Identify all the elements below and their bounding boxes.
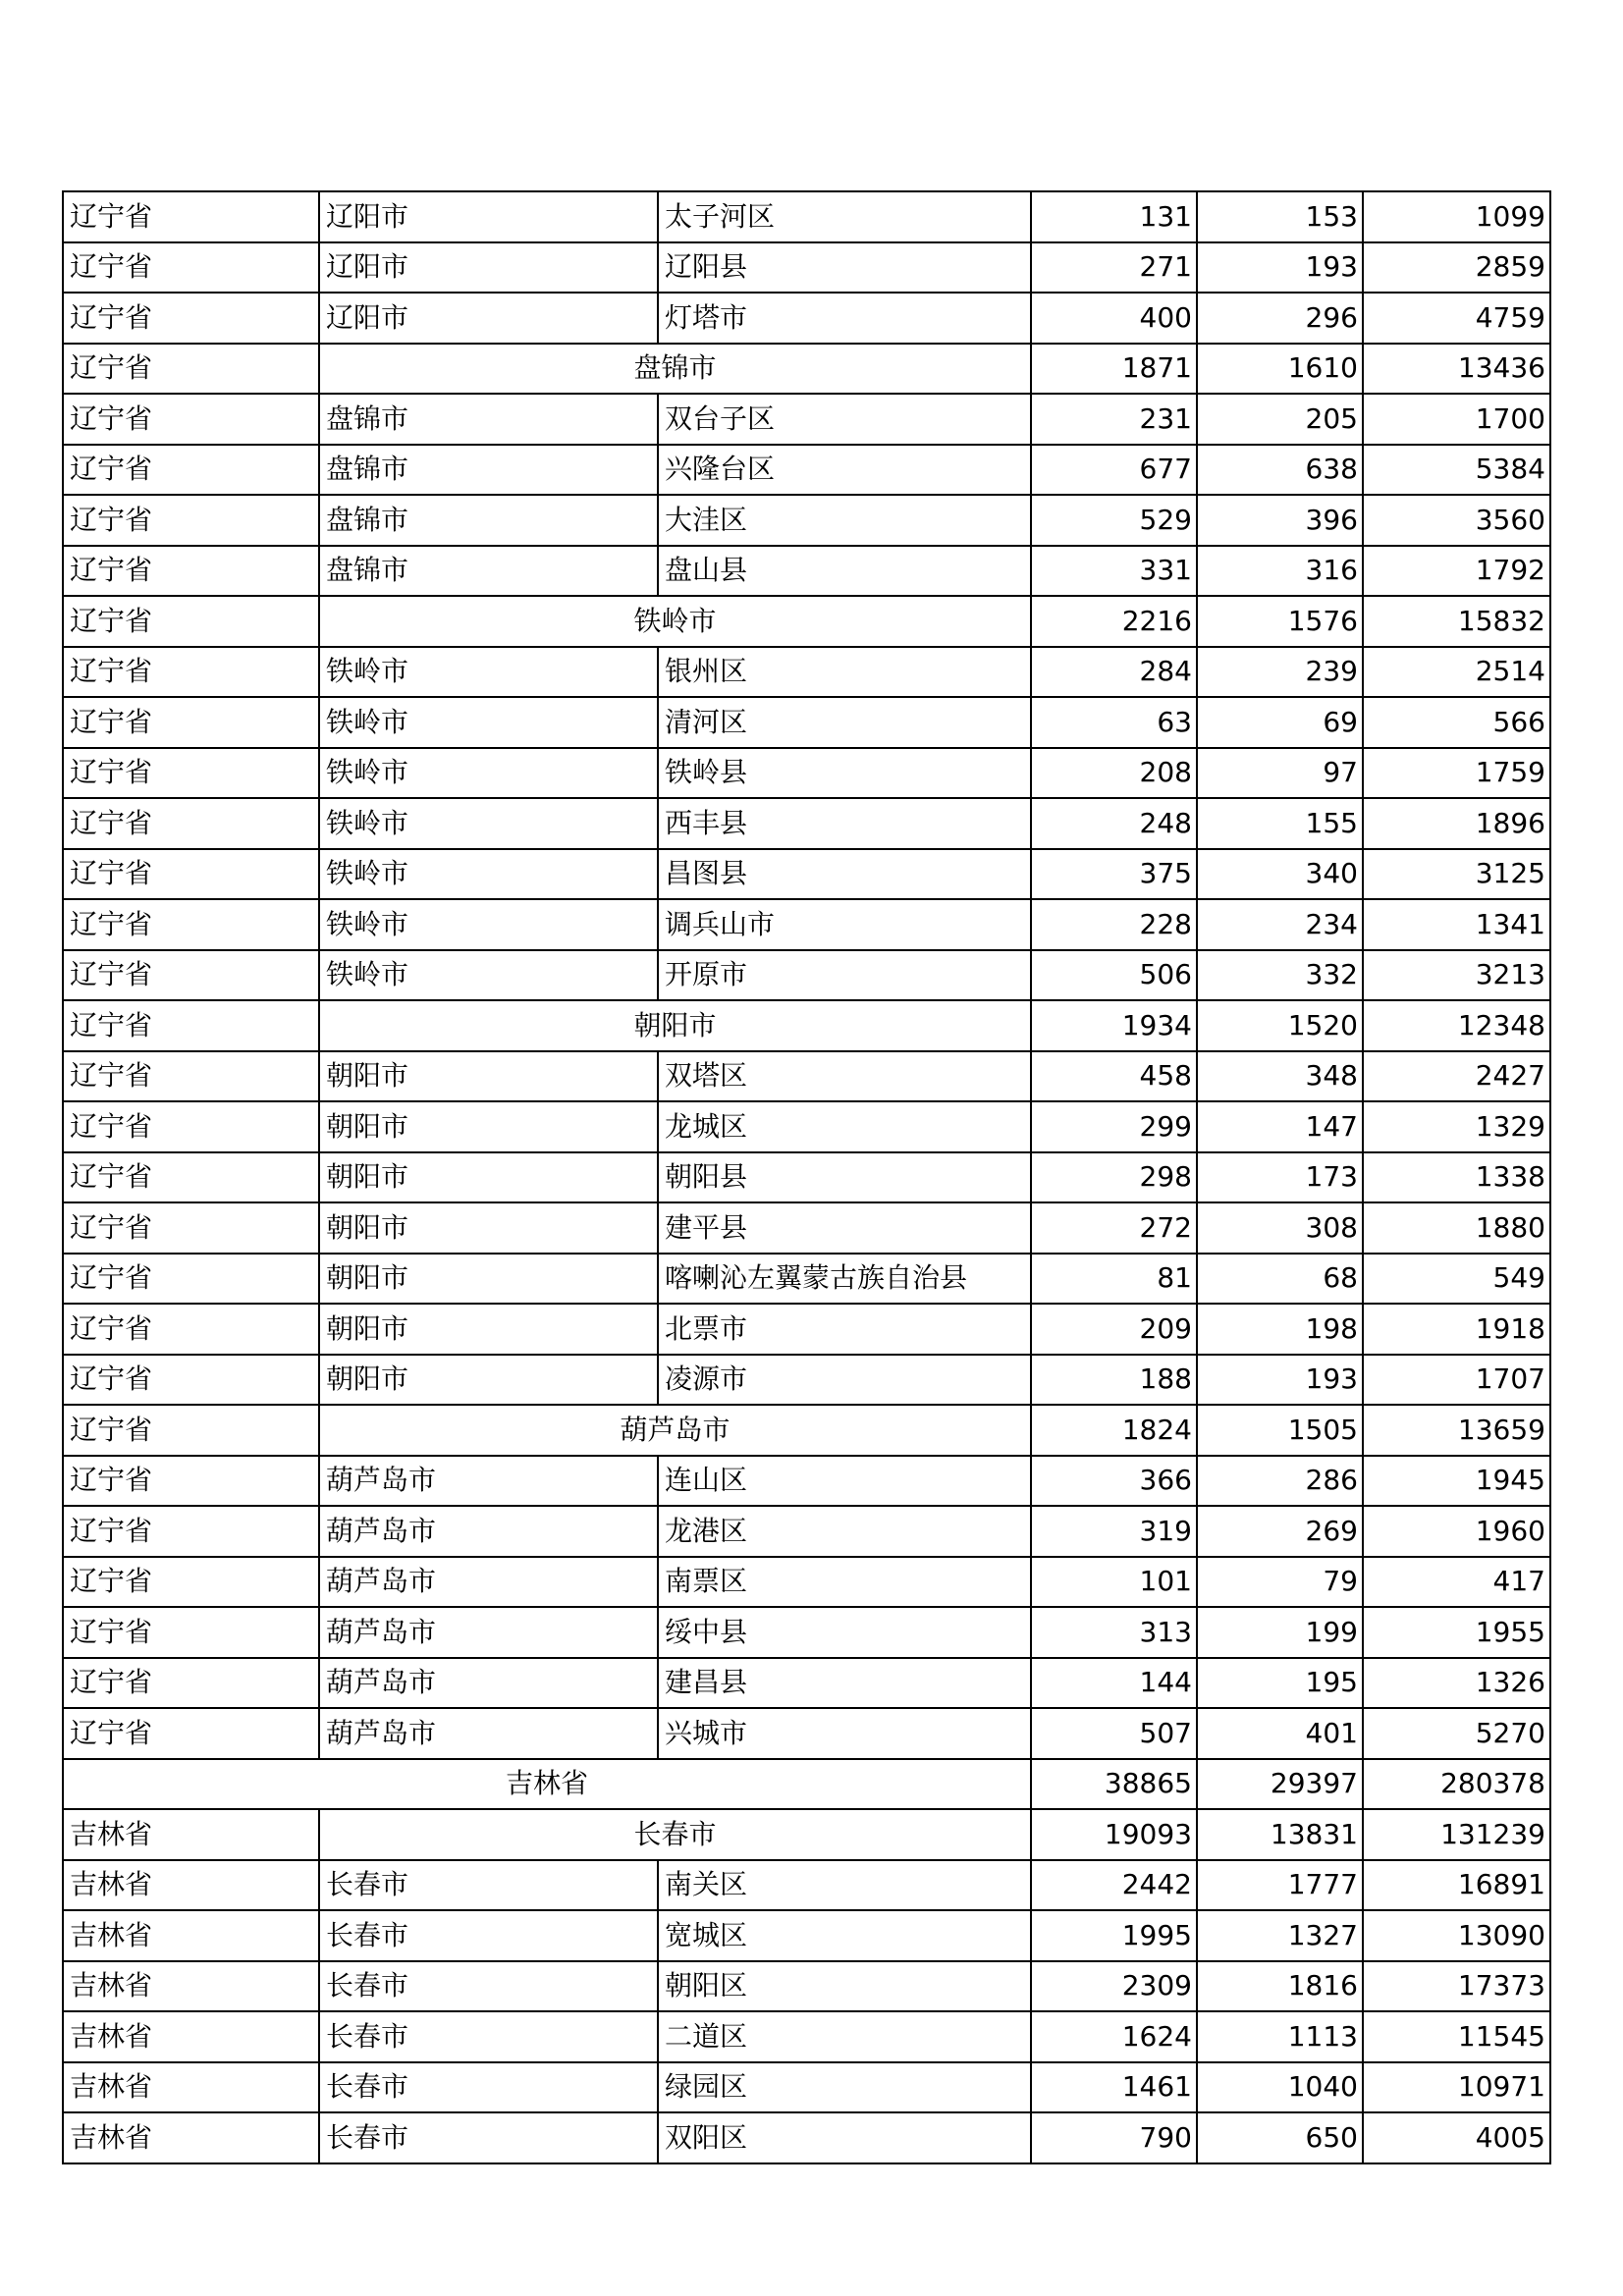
value-cell-3: 417 — [1363, 1557, 1550, 1608]
county-cell: 清河区 — [658, 697, 1031, 748]
city-cell: 朝阳市 — [319, 1304, 658, 1355]
county-row — [63, 495, 1550, 546]
county-row — [63, 1254, 1550, 1305]
value-cell-2: 269 — [1197, 1506, 1363, 1557]
value-cell-3: 2859 — [1363, 242, 1550, 294]
county-row — [63, 647, 1550, 698]
county-row — [63, 293, 1550, 344]
city-cell: 铁岭市 — [319, 798, 658, 849]
county-row — [63, 445, 1550, 496]
province-cell: 吉林省 — [63, 1809, 319, 1860]
value-cell-3: 13659 — [1363, 1405, 1550, 1456]
province-cell: 辽宁省 — [63, 1708, 319, 1759]
province-cell: 辽宁省 — [63, 1607, 319, 1658]
value-cell-1: 81 — [1031, 1254, 1197, 1305]
city-cell: 朝阳市 — [319, 1101, 658, 1152]
county-row — [63, 1304, 1550, 1355]
value-cell-1: 506 — [1031, 950, 1197, 1001]
county-row — [63, 1202, 1550, 1254]
value-cell-3: 11545 — [1363, 2011, 1550, 2062]
value-cell-2: 193 — [1197, 242, 1363, 294]
city-cell: 长春市 — [319, 2062, 658, 2113]
value-cell-2: 173 — [1197, 1152, 1363, 1203]
value-cell-1: 331 — [1031, 546, 1197, 597]
province-cell: 辽宁省 — [63, 1506, 319, 1557]
county-cell: 灯塔市 — [658, 293, 1031, 344]
province-cell: 辽宁省 — [63, 1355, 319, 1406]
province-cell: 辽宁省 — [63, 1101, 319, 1152]
value-cell-3: 1918 — [1363, 1304, 1550, 1355]
county-cell: 建昌县 — [658, 1658, 1031, 1709]
county-row — [63, 950, 1550, 1001]
county-cell: 兴隆台区 — [658, 445, 1031, 496]
county-row — [63, 1152, 1550, 1203]
city-cell: 葫芦岛市 — [319, 1506, 658, 1557]
value-cell-2: 401 — [1197, 1708, 1363, 1759]
value-cell-2: 316 — [1197, 546, 1363, 597]
city-row — [63, 1809, 1550, 1860]
province-cell: 辽宁省 — [63, 1000, 319, 1051]
value-cell-1: 248 — [1031, 798, 1197, 849]
value-cell-1: 208 — [1031, 748, 1197, 799]
county-row — [63, 1051, 1550, 1102]
city-cell: 铁岭市 — [319, 697, 658, 748]
city-cell: 辽阳市 — [319, 242, 658, 294]
city-name-cell: 葫芦岛市 — [319, 1405, 1031, 1456]
city-cell: 朝阳市 — [319, 1152, 658, 1203]
city-cell: 铁岭市 — [319, 899, 658, 950]
province-cell: 辽宁省 — [63, 344, 319, 395]
value-cell-2: 198 — [1197, 1304, 1363, 1355]
county-row — [63, 1961, 1550, 2012]
city-name-cell: 朝阳市 — [319, 1000, 1031, 1051]
county-row — [63, 798, 1550, 849]
city-cell: 朝阳市 — [319, 1202, 658, 1254]
value-cell-2: 97 — [1197, 748, 1363, 799]
city-cell: 葫芦岛市 — [319, 1708, 658, 1759]
value-cell-2: 296 — [1197, 293, 1363, 344]
province-cell: 辽宁省 — [63, 1051, 319, 1102]
value-cell-1: 2442 — [1031, 1860, 1197, 1911]
city-cell: 葫芦岛市 — [319, 1607, 658, 1658]
value-cell-2: 193 — [1197, 1355, 1363, 1406]
city-cell: 朝阳市 — [319, 1355, 658, 1406]
county-cell: 建平县 — [658, 1202, 1031, 1254]
value-cell-1: 1824 — [1031, 1405, 1197, 1456]
value-cell-2: 79 — [1197, 1557, 1363, 1608]
province-cell: 辽宁省 — [63, 950, 319, 1001]
value-cell-1: 19093 — [1031, 1809, 1197, 1860]
value-cell-3: 1955 — [1363, 1607, 1550, 1658]
value-cell-1: 458 — [1031, 1051, 1197, 1102]
value-cell-3: 4759 — [1363, 293, 1550, 344]
province-cell: 辽宁省 — [63, 1254, 319, 1305]
value-cell-3: 1759 — [1363, 748, 1550, 799]
province-cell: 辽宁省 — [63, 546, 319, 597]
county-row — [63, 394, 1550, 445]
value-cell-3: 5384 — [1363, 445, 1550, 496]
province-cell: 辽宁省 — [63, 191, 319, 242]
value-cell-1: 63 — [1031, 697, 1197, 748]
value-cell-3: 16891 — [1363, 1860, 1550, 1911]
city-name-cell: 盘锦市 — [319, 344, 1031, 395]
value-cell-1: 1624 — [1031, 2011, 1197, 2062]
value-cell-3: 1707 — [1363, 1355, 1550, 1406]
value-cell-1: 298 — [1031, 1152, 1197, 1203]
value-cell-3: 3125 — [1363, 849, 1550, 900]
city-cell: 铁岭市 — [319, 950, 658, 1001]
value-cell-1: 2309 — [1031, 1961, 1197, 2012]
county-row — [63, 1607, 1550, 1658]
value-cell-2: 348 — [1197, 1051, 1363, 1102]
city-row — [63, 1405, 1550, 1456]
county-cell: 双塔区 — [658, 1051, 1031, 1102]
city-row — [63, 596, 1550, 647]
value-cell-3: 10971 — [1363, 2062, 1550, 2113]
city-cell: 盘锦市 — [319, 495, 658, 546]
county-cell: 龙城区 — [658, 1101, 1031, 1152]
city-cell: 长春市 — [319, 1961, 658, 2012]
city-cell: 长春市 — [319, 2112, 658, 2163]
value-cell-2: 195 — [1197, 1658, 1363, 1709]
value-cell-3: 1792 — [1363, 546, 1550, 597]
province-cell: 吉林省 — [63, 2062, 319, 2113]
value-cell-1: 272 — [1031, 1202, 1197, 1254]
county-row — [63, 1506, 1550, 1557]
city-cell: 盘锦市 — [319, 445, 658, 496]
city-cell: 盘锦市 — [319, 394, 658, 445]
province-cell: 辽宁省 — [63, 1152, 319, 1203]
value-cell-1: 677 — [1031, 445, 1197, 496]
value-cell-1: 299 — [1031, 1101, 1197, 1152]
table-body — [63, 191, 1550, 2163]
province-cell: 辽宁省 — [63, 798, 319, 849]
statistics-table — [62, 190, 1551, 2164]
province-cell: 辽宁省 — [63, 849, 319, 900]
county-cell: 盘山县 — [658, 546, 1031, 597]
county-cell: 宽城区 — [658, 1910, 1031, 1961]
value-cell-3: 1880 — [1363, 1202, 1550, 1254]
province-cell: 辽宁省 — [63, 394, 319, 445]
county-cell: 南关区 — [658, 1860, 1031, 1911]
value-cell-1: 529 — [1031, 495, 1197, 546]
value-cell-3: 1326 — [1363, 1658, 1550, 1709]
city-cell: 铁岭市 — [319, 647, 658, 698]
county-row — [63, 1456, 1550, 1507]
value-cell-2: 650 — [1197, 2112, 1363, 2163]
city-name-cell: 长春市 — [319, 1809, 1031, 1860]
county-cell: 二道区 — [658, 2011, 1031, 2062]
value-cell-1: 271 — [1031, 242, 1197, 294]
value-cell-1: 1934 — [1031, 1000, 1197, 1051]
value-cell-3: 13436 — [1363, 344, 1550, 395]
value-cell-3: 2514 — [1363, 647, 1550, 698]
province-name-cell: 吉林省 — [63, 1759, 1031, 1810]
province-cell: 吉林省 — [63, 2011, 319, 2062]
county-row — [63, 2062, 1550, 2113]
value-cell-2: 29397 — [1197, 1759, 1363, 1810]
value-cell-2: 69 — [1197, 697, 1363, 748]
value-cell-2: 1505 — [1197, 1405, 1363, 1456]
city-cell: 长春市 — [319, 2011, 658, 2062]
city-cell: 葫芦岛市 — [319, 1557, 658, 1608]
value-cell-3: 1341 — [1363, 899, 1550, 950]
county-cell: 朝阳县 — [658, 1152, 1031, 1203]
county-row — [63, 1910, 1550, 1961]
county-cell: 北票市 — [658, 1304, 1031, 1355]
value-cell-2: 1576 — [1197, 596, 1363, 647]
province-cell: 吉林省 — [63, 1860, 319, 1911]
value-cell-2: 13831 — [1197, 1809, 1363, 1860]
city-cell: 葫芦岛市 — [319, 1456, 658, 1507]
value-cell-3: 15832 — [1363, 596, 1550, 647]
value-cell-3: 1896 — [1363, 798, 1550, 849]
province-cell: 辽宁省 — [63, 647, 319, 698]
value-cell-1: 400 — [1031, 293, 1197, 344]
province-cell: 吉林省 — [63, 1910, 319, 1961]
county-row — [63, 2011, 1550, 2062]
value-cell-1: 1871 — [1031, 344, 1197, 395]
province-row — [63, 1759, 1550, 1810]
value-cell-2: 147 — [1197, 1101, 1363, 1152]
county-cell: 昌图县 — [658, 849, 1031, 900]
value-cell-1: 131 — [1031, 191, 1197, 242]
county-row — [63, 242, 1550, 294]
county-cell: 银州区 — [658, 647, 1031, 698]
province-cell: 辽宁省 — [63, 748, 319, 799]
value-cell-2: 1520 — [1197, 1000, 1363, 1051]
value-cell-3: 566 — [1363, 697, 1550, 748]
province-cell: 辽宁省 — [63, 1304, 319, 1355]
value-cell-3: 280378 — [1363, 1759, 1550, 1810]
county-row — [63, 899, 1550, 950]
city-cell: 长春市 — [319, 1860, 658, 1911]
value-cell-1: 1461 — [1031, 2062, 1197, 2113]
value-cell-3: 549 — [1363, 1254, 1550, 1305]
value-cell-2: 234 — [1197, 899, 1363, 950]
value-cell-2: 1113 — [1197, 2011, 1363, 2062]
city-cell: 长春市 — [319, 1910, 658, 1961]
value-cell-3: 5270 — [1363, 1708, 1550, 1759]
value-cell-2: 332 — [1197, 950, 1363, 1001]
value-cell-3: 1099 — [1363, 191, 1550, 242]
value-cell-1: 366 — [1031, 1456, 1197, 1507]
county-row — [63, 1355, 1550, 1406]
county-row — [63, 1860, 1550, 1911]
value-cell-3: 1700 — [1363, 394, 1550, 445]
province-cell: 辽宁省 — [63, 242, 319, 294]
value-cell-1: 790 — [1031, 2112, 1197, 2163]
county-cell: 太子河区 — [658, 191, 1031, 242]
county-cell: 大洼区 — [658, 495, 1031, 546]
county-cell: 调兵山市 — [658, 899, 1031, 950]
value-cell-3: 1329 — [1363, 1101, 1550, 1152]
value-cell-2: 1777 — [1197, 1860, 1363, 1911]
county-cell: 双阳区 — [658, 2112, 1031, 2163]
value-cell-2: 1327 — [1197, 1910, 1363, 1961]
value-cell-3: 3213 — [1363, 950, 1550, 1001]
city-name-cell: 铁岭市 — [319, 596, 1031, 647]
value-cell-1: 284 — [1031, 647, 1197, 698]
county-cell: 连山区 — [658, 1456, 1031, 1507]
value-cell-3: 12348 — [1363, 1000, 1550, 1051]
county-row — [63, 1708, 1550, 1759]
value-cell-1: 1995 — [1031, 1910, 1197, 1961]
value-cell-1: 313 — [1031, 1607, 1197, 1658]
value-cell-1: 101 — [1031, 1557, 1197, 1608]
county-cell: 朝阳区 — [658, 1961, 1031, 2012]
value-cell-3: 13090 — [1363, 1910, 1550, 1961]
value-cell-3: 1338 — [1363, 1152, 1550, 1203]
value-cell-1: 228 — [1031, 899, 1197, 950]
province-cell: 辽宁省 — [63, 1202, 319, 1254]
city-cell: 铁岭市 — [319, 849, 658, 900]
county-cell: 南票区 — [658, 1557, 1031, 1608]
city-cell: 朝阳市 — [319, 1254, 658, 1305]
value-cell-1: 231 — [1031, 394, 1197, 445]
province-cell: 辽宁省 — [63, 1456, 319, 1507]
value-cell-1: 38865 — [1031, 1759, 1197, 1810]
value-cell-2: 1040 — [1197, 2062, 1363, 2113]
city-cell: 盘锦市 — [319, 546, 658, 597]
value-cell-2: 153 — [1197, 191, 1363, 242]
value-cell-1: 507 — [1031, 1708, 1197, 1759]
value-cell-2: 396 — [1197, 495, 1363, 546]
value-cell-1: 2216 — [1031, 596, 1197, 647]
value-cell-1: 188 — [1031, 1355, 1197, 1406]
province-cell: 辽宁省 — [63, 445, 319, 496]
county-cell: 龙港区 — [658, 1506, 1031, 1557]
province-cell: 辽宁省 — [63, 293, 319, 344]
value-cell-3: 17373 — [1363, 1961, 1550, 2012]
county-cell: 兴城市 — [658, 1708, 1031, 1759]
county-cell: 双台子区 — [658, 394, 1031, 445]
value-cell-1: 144 — [1031, 1658, 1197, 1709]
county-row — [63, 697, 1550, 748]
county-cell: 铁岭县 — [658, 748, 1031, 799]
county-cell: 绿园区 — [658, 2062, 1031, 2113]
value-cell-2: 155 — [1197, 798, 1363, 849]
value-cell-1: 319 — [1031, 1506, 1197, 1557]
province-cell: 辽宁省 — [63, 1557, 319, 1608]
county-cell: 西丰县 — [658, 798, 1031, 849]
county-cell: 喀喇沁左翼蒙古族自治县 — [658, 1254, 1031, 1305]
value-cell-3: 1945 — [1363, 1456, 1550, 1507]
value-cell-3: 131239 — [1363, 1809, 1550, 1860]
county-cell: 绥中县 — [658, 1607, 1031, 1658]
county-cell: 辽阳县 — [658, 242, 1031, 294]
county-row — [63, 849, 1550, 900]
value-cell-2: 1610 — [1197, 344, 1363, 395]
province-cell: 辽宁省 — [63, 899, 319, 950]
county-row — [63, 2112, 1550, 2163]
province-cell: 辽宁省 — [63, 495, 319, 546]
city-cell: 葫芦岛市 — [319, 1658, 658, 1709]
value-cell-2: 239 — [1197, 647, 1363, 698]
value-cell-3: 3560 — [1363, 495, 1550, 546]
value-cell-1: 375 — [1031, 849, 1197, 900]
province-cell: 辽宁省 — [63, 596, 319, 647]
province-cell: 辽宁省 — [63, 1405, 319, 1456]
county-row — [63, 191, 1550, 242]
county-cell: 凌源市 — [658, 1355, 1031, 1406]
value-cell-2: 286 — [1197, 1456, 1363, 1507]
city-row — [63, 1000, 1550, 1051]
city-cell: 辽阳市 — [319, 191, 658, 242]
county-row — [63, 748, 1550, 799]
county-row — [63, 1557, 1550, 1608]
value-cell-2: 638 — [1197, 445, 1363, 496]
value-cell-3: 4005 — [1363, 2112, 1550, 2163]
province-cell: 辽宁省 — [63, 697, 319, 748]
county-row — [63, 1658, 1550, 1709]
value-cell-1: 209 — [1031, 1304, 1197, 1355]
value-cell-2: 68 — [1197, 1254, 1363, 1305]
province-cell: 吉林省 — [63, 1961, 319, 2012]
value-cell-3: 1960 — [1363, 1506, 1550, 1557]
value-cell-3: 2427 — [1363, 1051, 1550, 1102]
value-cell-2: 340 — [1197, 849, 1363, 900]
value-cell-2: 199 — [1197, 1607, 1363, 1658]
city-cell: 铁岭市 — [319, 748, 658, 799]
city-cell: 朝阳市 — [319, 1051, 658, 1102]
county-row — [63, 546, 1550, 597]
province-cell: 辽宁省 — [63, 1658, 319, 1709]
value-cell-2: 308 — [1197, 1202, 1363, 1254]
county-cell: 开原市 — [658, 950, 1031, 1001]
city-row — [63, 344, 1550, 395]
value-cell-2: 1816 — [1197, 1961, 1363, 2012]
county-row — [63, 1101, 1550, 1152]
value-cell-2: 205 — [1197, 394, 1363, 445]
city-cell: 辽阳市 — [319, 293, 658, 344]
province-cell: 吉林省 — [63, 2112, 319, 2163]
